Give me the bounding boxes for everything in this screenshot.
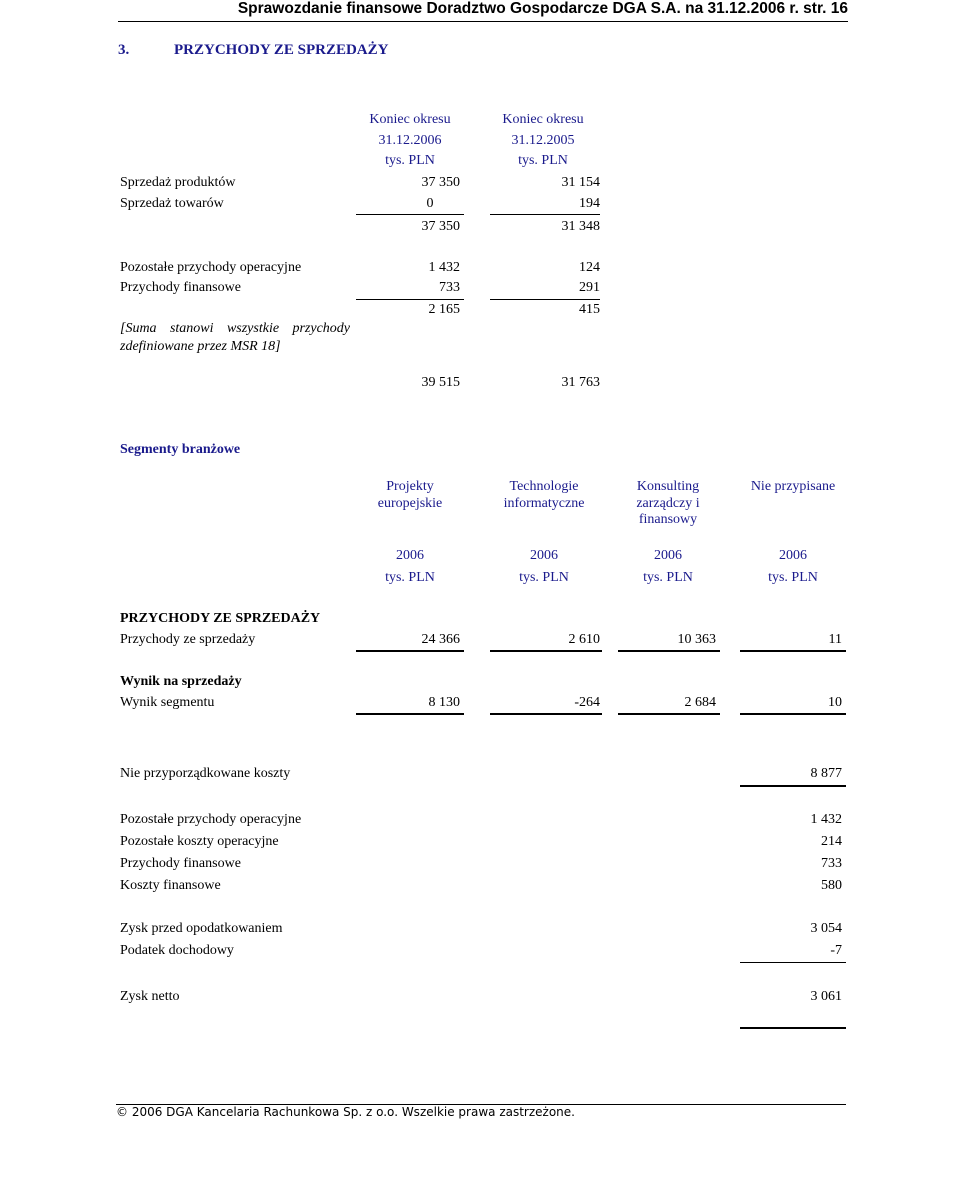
subtotal-rule — [356, 299, 464, 300]
total-2005: 31 763 — [561, 375, 600, 390]
segment-year: 2006 — [654, 548, 682, 563]
revenue-value: 10 363 — [677, 632, 716, 647]
subtotal-rule — [490, 214, 600, 215]
segment-name: europejskie — [377, 496, 443, 511]
result-value: 10 — [828, 695, 842, 710]
unallocated-label: Nie przyporządkowane koszty — [120, 766, 291, 781]
row-label-products: Sprzedaż produktów — [120, 175, 236, 190]
page-header: Sprawozdanie finansowe Doradztwo Gospodarcze DGA S.A. na 31.12.2006 r. str. 16 — [237, 0, 848, 17]
section-title: PRZYCHODY ZE SPRZEDAŻY — [174, 42, 389, 58]
result-value: -264 — [574, 695, 600, 710]
col-header-2006-l3: tys. PLN — [385, 153, 435, 168]
total-2006: 39 515 — [421, 375, 460, 390]
income-tax-label: Podatek dochodowy — [120, 943, 234, 958]
net-profit-label: Zysk netto — [120, 989, 180, 1004]
footer-text: © 2006 DGA Kancelaria Rachunkowa Sp. z o.o. Wszelkie prawa zastrzeżone. — [116, 1105, 575, 1119]
item-value: 214 — [821, 834, 842, 849]
result-row-label: Wynik segmentu — [120, 695, 215, 710]
segment-name: zarządczy i — [636, 496, 700, 511]
row-label-goods: Sprzedaż towarów — [120, 196, 224, 211]
segment-name: Konsulting — [636, 479, 700, 494]
result-heading: Wynik na sprzedaży — [120, 674, 242, 689]
revenue-row-label: Przychody ze sprzedaży — [120, 632, 256, 647]
note-line-1: [Suma stanowi wszystkie przychody — [120, 321, 350, 336]
header-rule — [118, 21, 848, 22]
subtotal-2005: 415 — [579, 302, 600, 317]
row-value-2006: 0 — [426, 196, 434, 211]
item-value: 1 432 — [810, 812, 842, 827]
item-label: Pozostałe koszty operacyjne — [120, 834, 279, 849]
row-value-2005: 31 154 — [561, 175, 600, 190]
segment-name: Projekty — [386, 479, 434, 494]
subtotal-rule — [356, 214, 464, 215]
result-underline — [740, 713, 846, 715]
revenue-underline — [490, 650, 602, 652]
item-value: 733 — [821, 856, 842, 871]
subtotal-2005: 31 348 — [561, 219, 600, 234]
segment-year: 2006 — [779, 548, 807, 563]
row-value-2005: 291 — [579, 280, 600, 295]
revenue-value: 24 366 — [421, 632, 460, 647]
item-label: Pozostałe przychody operacyjne — [120, 812, 302, 827]
revenue-underline — [618, 650, 720, 652]
row-value-2006: 733 — [439, 280, 460, 295]
row-label-other-operating: Pozostałe przychody operacyjne — [120, 260, 302, 275]
row-value-2006: 37 350 — [421, 175, 460, 190]
result-underline — [618, 713, 720, 715]
unallocated-underline — [740, 785, 846, 787]
profit-before-tax-label: Zysk przed opodatkowaniem — [120, 921, 283, 936]
revenue-value: 11 — [828, 632, 842, 647]
row-value-2006: 1 432 — [428, 260, 460, 275]
revenue-value: 2 610 — [568, 632, 600, 647]
result-underline — [356, 713, 464, 715]
result-value: 2 684 — [684, 695, 716, 710]
unallocated-value: 8 877 — [810, 766, 842, 781]
subtotal-2006: 37 350 — [421, 219, 460, 234]
segment-name: informatyczne — [503, 496, 585, 511]
segment-unit: tys. PLN — [519, 570, 569, 585]
segments-title: Segmenty branżowe — [120, 442, 241, 457]
segment-unit: tys. PLN — [643, 570, 693, 585]
segment-unit: tys. PLN — [385, 570, 435, 585]
revenue-underline — [740, 650, 846, 652]
row-value-2005: 194 — [579, 196, 600, 211]
note-line-2: zdefiniowane przez MSR 18] — [120, 339, 281, 354]
section-number: 3. — [118, 42, 130, 58]
row-value-2005: 124 — [579, 260, 600, 275]
revenue-underline — [356, 650, 464, 652]
col-header-2005-l1: Koniec okresu — [502, 112, 584, 127]
income-tax-underline — [740, 962, 846, 963]
revenue-heading: PRZYCHODY ZE SPRZEDAŻY — [120, 611, 321, 626]
segment-name: Nie przypisane — [750, 479, 836, 494]
item-value: 580 — [821, 878, 842, 893]
result-underline — [490, 713, 602, 715]
item-label: Przychody finansowe — [120, 856, 241, 871]
segment-year: 2006 — [396, 548, 424, 563]
col-header-2005-l3: tys. PLN — [518, 153, 568, 168]
subtotal-rule — [490, 299, 600, 300]
net-profit-underline — [740, 1027, 846, 1029]
income-tax-value: -7 — [830, 943, 842, 958]
segment-unit: tys. PLN — [768, 570, 818, 585]
col-header-2006-l1: Koniec okresu — [369, 112, 451, 127]
item-label: Koszty finansowe — [120, 878, 221, 893]
profit-before-tax-value: 3 054 — [810, 921, 842, 936]
result-value: 8 130 — [428, 695, 460, 710]
segment-name: Technologie — [509, 479, 579, 494]
row-label-financial: Przychody finansowe — [120, 280, 241, 295]
col-header-2005-l2: 31.12.2005 — [511, 133, 575, 148]
col-header-2006-l2: 31.12.2006 — [378, 133, 442, 148]
net-profit-value: 3 061 — [810, 989, 842, 1004]
subtotal-2006: 2 165 — [428, 302, 460, 317]
segment-year: 2006 — [530, 548, 558, 563]
segment-name: finansowy — [638, 512, 698, 527]
